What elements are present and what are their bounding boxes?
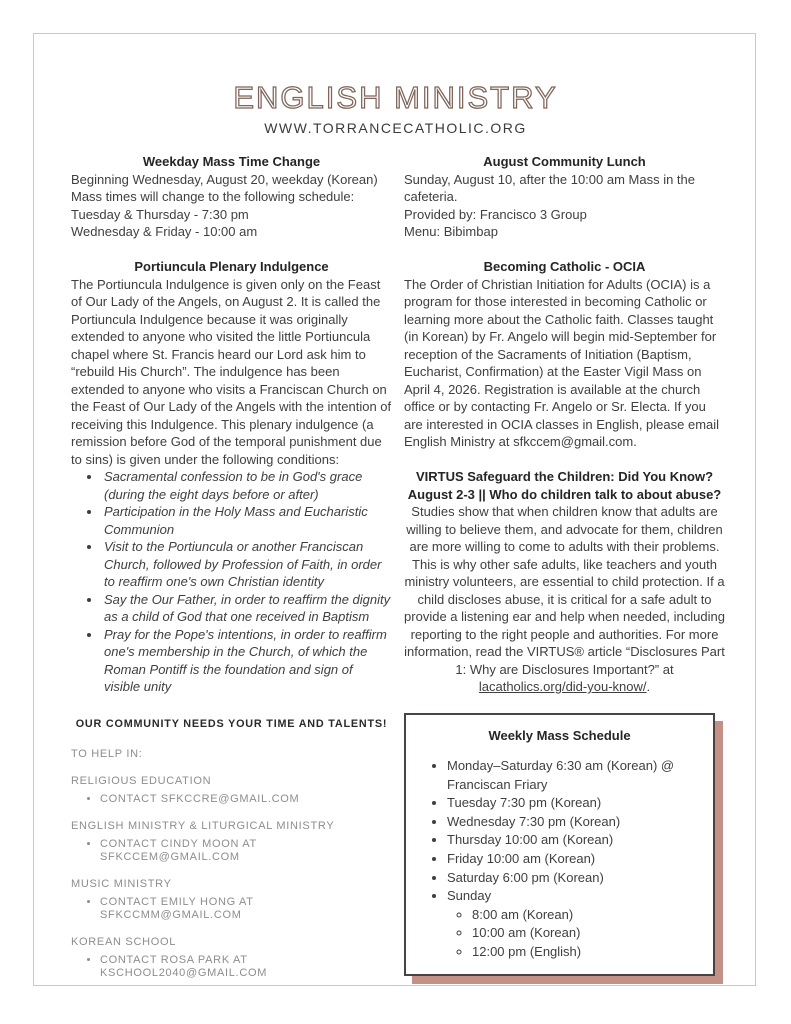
virtus-heading-line1: VIRTUS Safeguard the Children: Did You Know?: [415, 469, 714, 484]
volunteer-contact: • CONTACT CINDY MOON AT SFKCCEM@GMAIL.COM: [100, 838, 392, 864]
list-item: • Thursday 10:00 am (Korean): [447, 831, 699, 850]
section-becoming-catholic-ocia: [404, 258, 725, 451]
volunteer-group-name: RELIGIOUS EDUCATION: [71, 774, 212, 787]
sunday-label: Sunday: [447, 888, 492, 904]
left-column: [71, 153, 392, 980]
list-item: • Friday 10:00 am (Korean): [447, 850, 699, 869]
ocia-heading: Becoming Catholic - OCIA: [483, 259, 646, 274]
list-item: • Wednesday 7:30 pm (Korean): [447, 813, 699, 832]
weekly-mass-schedule-box: [404, 713, 715, 976]
page-title: ENGLISH MINISTRY: [233, 80, 558, 115]
header: [0, 82, 791, 136]
section-community-lunch: [404, 153, 725, 241]
section-volunteer-callout: [71, 717, 392, 980]
lunch-provided-by: Provided by: Francisco 3 Group: [404, 206, 587, 222]
lunch-body: Sunday, August 10, after the 10:00 am Mass in the cafeteria.: [404, 171, 695, 204]
lunch-menu: Menu: Bibimbap: [404, 224, 498, 239]
weekday-mass-body: Beginning Wednesday, August 20, weekday (Korean) Mass times will change to the following schedule:: [71, 171, 378, 204]
virtus-body: [404, 503, 725, 696]
site-url: WWW.TORRANCECATHOLIC.ORG: [264, 119, 527, 136]
volunteer-contact: • CONTACT SFKCCRE@GMAIL.COM: [100, 793, 392, 806]
list-item: • Monday–Saturday 6:30 am (Korean) @ Franciscan Friary: [447, 757, 699, 794]
list-item: • Saturday 6:00 pm (Korean): [447, 869, 699, 888]
list-item-sunday: [447, 887, 699, 961]
weekday-mass-heading: Weekday Mass Time Change: [142, 154, 321, 169]
right-column: [404, 153, 725, 976]
volunteer-group-music-ministry: [71, 878, 392, 922]
list-item: ◦ 8:00 am (Korean): [472, 906, 699, 925]
weekday-mass-schedule-line: Wednesday & Friday - 10:00 am: [71, 224, 258, 239]
section-portiuncula-indulgence: [71, 258, 392, 696]
volunteer-group-name: KOREAN SCHOOL: [71, 935, 177, 948]
virtus-body-text: Studies show that when children know that adults are willing to believe them, and advocate for them, children are more willing to come to adults with their problems. This is why other safe adults, like teachers and youth ministry volunteers, are essential to child protection. If a child discloses abuse, it is critical for a safe adult to provide a listening ear and help when needed, including reporting to the right people and authorities. For more information, read the VIRTUS® article “Disclosures Part 1: Why are Disclosures Important?” at: [404, 504, 725, 677]
list-item: • Visit to the Portiuncula or another Franciscan Church, followed by Profession of Faith, in order to reaffirm one's own Christian identity: [102, 538, 392, 591]
volunteer-group-religious-education: [71, 775, 392, 806]
list-item: • Participation in the Holy Mass and Eucharistic Communion: [102, 503, 392, 538]
indulgence-conditions-list: [71, 468, 392, 696]
list-item: ◦ 10:00 am (Korean): [472, 924, 699, 943]
list-item: • Sacramental confession to be in God's grace (during the eight days before or after): [102, 468, 392, 503]
portiuncula-body: The Portiuncula Indulgence is given only on the Feast of Our Lady of the Angels, on August 2. It is called the Portiuncula Indulgence because it was originally extended to anyone who visited the little Portiuncula chapel where St. Francis heard our Lord ask him to “rebuild His Church”. The indulgence has been extended to anyone who visits a Franciscan Church on the Feast of Our Lady of the Angels with the intention of receiving this Indulgence. This plenary indulgence (a remission before God of the temporal punishment due to sins) is given under the following conditions:: [71, 276, 392, 467]
virtus-body-suffix: .: [646, 679, 651, 694]
volunteer-contact: • CONTACT ROSA PARK AT KSCHOOL2040@GMAIL.COM: [100, 954, 392, 980]
list-item: • Say the Our Father, in order to reaffirm the dignity as a child of God that one received in Baptism: [102, 591, 392, 626]
did-you-know-link[interactable]: lacatholics.org/did-you-know/: [478, 679, 647, 694]
ocia-body: The Order of Christian Initiation for Adults (OCIA) is a program for those interested in becoming Catholic or learning more about the Catholic faith. Classes taught (in Korean) by Fr. Angelo will begin mid-September for reception of the Sacraments of Initiation (Baptism, Eucharist, Confirmation) at the Easter Vigil Mass on April 4, 2026. Registration is available at the church office or by contacting Fr. Angelo or Sr. Electa. If you are interested in OCIA classes in English, please email English Ministry at sfkccem@gmail.com.: [404, 276, 720, 449]
virtus-heading-line2: August 2-3 || Who do children talk to about abuse?: [407, 486, 722, 502]
volunteer-group-korean-school: [71, 936, 392, 980]
list-item: • Pray for the Pope's intentions, in order to reaffirm one's membership in the Church, of which the Roman Pontiff is the foundation and sign of visible unity: [102, 626, 392, 696]
section-weekday-mass-time-change: [71, 153, 392, 241]
portiuncula-heading: Portiuncula Plenary Indulgence: [134, 259, 329, 274]
volunteer-group-english-ministry: [71, 820, 392, 864]
volunteer-heading: OUR COMMUNITY NEEDS YOUR TIME AND TALENTS!: [75, 717, 388, 730]
volunteer-contact: • CONTACT EMILY HONG AT SFKCCMM@GMAIL.COM: [100, 896, 392, 922]
weekday-mass-schedule-line: Tuesday & Thursday - 7:30 pm: [71, 206, 249, 222]
volunteer-group-name: ENGLISH MINISTRY & LITURGICAL MINISTRY: [71, 819, 335, 832]
lunch-heading: August Community Lunch: [483, 154, 646, 169]
sunday-times-list: [447, 906, 699, 962]
volunteer-intro: TO HELP IN:: [71, 747, 143, 760]
mass-schedule-list: [420, 757, 699, 962]
list-item: ◦ 12:00 pm (English): [472, 943, 699, 962]
volunteer-group-name: MUSIC MINISTRY: [71, 877, 172, 890]
list-item: • Tuesday 7:30 pm (Korean): [447, 794, 699, 813]
section-virtus-safeguard: [404, 468, 725, 696]
mass-schedule-heading: Weekly Mass Schedule: [488, 727, 631, 743]
